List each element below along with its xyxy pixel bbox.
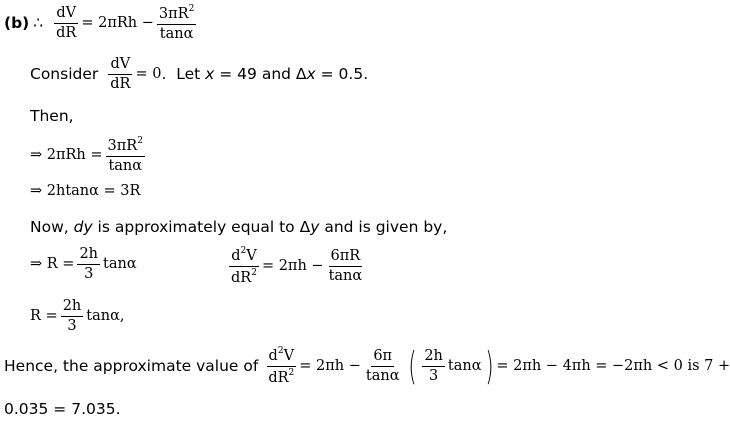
numerator: 6πR <box>329 248 363 267</box>
superscript: 2 <box>240 246 247 256</box>
superscript: 2 <box>277 346 284 356</box>
denominator: dR <box>56 24 77 41</box>
equals-zero: = 0 <box>135 66 162 83</box>
equation-r <box>30 246 137 282</box>
equation-middle: = 2πRh − <box>81 15 154 32</box>
fraction-6pi-tan <box>364 348 402 384</box>
numerator: 2h <box>61 298 84 317</box>
then-text: Then, <box>30 107 74 125</box>
superscript: 2 <box>137 136 143 146</box>
fraction-2h-3 <box>422 348 445 384</box>
fraction-3pir2-tan <box>106 136 145 174</box>
v-text: V <box>246 248 257 264</box>
consider-line <box>30 56 368 92</box>
part-label: (b) <box>4 14 30 33</box>
therefore-symbol: ∴ <box>33 14 44 33</box>
d-text: d <box>231 248 241 264</box>
hence-line <box>4 344 730 389</box>
equation-second-derivative <box>226 246 367 286</box>
denominator: 3 <box>67 317 77 334</box>
left-paren: ( <box>407 344 416 389</box>
denominator: tanα <box>159 25 194 42</box>
numerator <box>229 246 259 267</box>
numerator: 2h <box>422 348 445 367</box>
denominator: tanα <box>365 367 400 384</box>
denominator: 3 <box>429 367 439 384</box>
fraction-6pir-tan <box>327 248 365 284</box>
denominator: tanα <box>328 267 363 284</box>
value-text: = 0.5. <box>315 65 369 84</box>
let-text: . Let <box>161 65 206 84</box>
fraction-d2v-dr2 <box>229 246 259 286</box>
final-value: 0.035 = 7.035. <box>4 400 121 418</box>
now-line <box>30 218 447 236</box>
superscript: 2 <box>251 267 257 278</box>
numerator: 6π <box>371 348 394 367</box>
fraction-dv-dr <box>54 5 78 41</box>
numerator <box>157 4 196 25</box>
denominator: tanα <box>108 157 143 174</box>
equation-middle: = 2πh − <box>299 358 361 375</box>
and-delta-text: = 49 and Δ <box>214 65 307 84</box>
numerator: 2h <box>77 246 100 265</box>
fraction-3pir2-tan <box>157 4 196 42</box>
then-line <box>30 107 74 125</box>
fraction-d2v-dr2 <box>266 346 296 386</box>
equation-dv-dr <box>4 4 199 42</box>
var-y: y <box>310 218 320 236</box>
numerator: dV <box>54 5 78 24</box>
denominator <box>266 367 296 387</box>
fraction-2h-3 <box>61 298 84 334</box>
equation-text: ⇒ 2htanα = 3R <box>30 183 141 199</box>
fraction-2h-3 <box>77 246 100 282</box>
numerator: dV <box>108 56 132 75</box>
numerator-text: 3πR <box>107 138 138 154</box>
numerator <box>267 346 297 367</box>
given-text: and is given by, <box>319 218 448 236</box>
equation-2pirh <box>30 136 148 174</box>
equation-lhs: ⇒ R = <box>30 256 75 273</box>
var-dy: dy <box>73 218 93 236</box>
equation-r-tan <box>30 298 124 334</box>
superscript: 2 <box>188 4 195 14</box>
equation-middle: = 2πh − <box>261 258 324 275</box>
paren-tail: tanα <box>447 358 482 375</box>
now-text: Now, <box>30 218 74 236</box>
final-line <box>4 400 121 418</box>
denominator: 3 <box>84 265 94 282</box>
dr-text: dR <box>268 369 289 386</box>
fraction-dv-dr <box>108 56 132 92</box>
denominator: dR <box>110 75 131 92</box>
var-x: x <box>306 65 316 84</box>
v-text: V <box>283 348 295 364</box>
dr-text: dR <box>231 269 252 286</box>
approx-text: is approximately equal to Δ <box>92 218 311 236</box>
numerator-text: 3πR <box>158 6 189 22</box>
hence-text: Hence, the approximate value of <box>4 357 259 376</box>
superscript: 2 <box>288 367 295 378</box>
equation-lhs: R = <box>30 308 58 325</box>
numerator <box>106 136 145 157</box>
d-text: d <box>268 348 278 364</box>
equation-2htan <box>30 183 140 199</box>
equation-lhs: ⇒ 2πRh = <box>30 147 103 164</box>
denominator <box>229 267 259 287</box>
equation-tail: tanα, <box>86 308 125 325</box>
equation-rest: = 2πh − 4πh = −2πh < 0 is 7 + <box>496 358 730 375</box>
var-x: x <box>205 65 215 84</box>
consider-text: Consider <box>30 65 99 84</box>
equation-tail: tanα <box>103 256 137 273</box>
right-paren: ) <box>484 344 494 389</box>
